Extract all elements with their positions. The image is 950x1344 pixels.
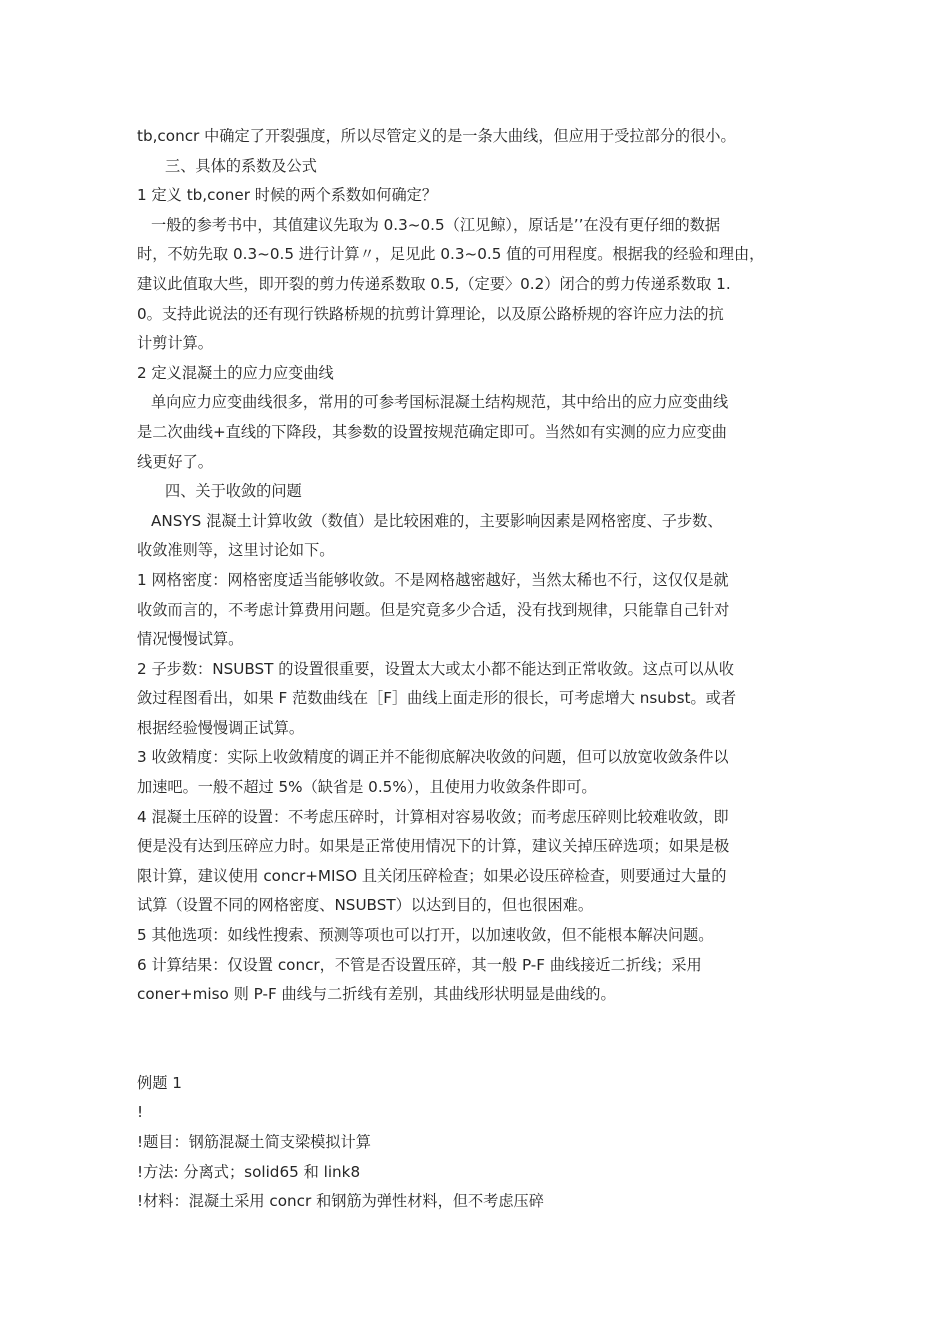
section-heading: 三、具体的系数及公式	[165, 156, 317, 175]
text-line: 4 混凝土压碎的设置：不考虑压碎时，计算相对容易收敛；而考虑压碎则比较难收敛，即	[137, 807, 729, 826]
code-comment: !题目：钢筋混凝土简支梁模拟计算	[137, 1133, 371, 1151]
text-line: 时，不妨先取 0.3~0.5 进行计算〃，足见此 0.3~0.5 值的可用程度。根据我的经验和理由，	[137, 245, 765, 264]
text-line: 1 网格密度：网格密度适当能够收敛。不是网格越密越好，当然太稀也不行，这仅仅是就	[137, 570, 729, 589]
text-line: 限计算，建议使用 concr+MISO 且关闭压碎检查；如果必设压碎检查，则要通过大量的	[137, 866, 727, 885]
text-line: 5 其他选项：如线性搜索、预测等项也可以打开，以加速收敛，但不能根本解决问题。	[137, 926, 714, 945]
text-line: 收敛而言的，不考虑计算费用问题。但是究竟多少合适，没有找到规律，只能靠自己针对	[137, 600, 730, 619]
text-line: 便是没有达到压碎应力时。如果是正常使用情况下的计算，建议关掉压碎选项；如果是极	[137, 837, 730, 856]
code-comment: !材料：混凝土采用 concr 和钢筋为弹性材料，但不考虑压碎	[137, 1192, 544, 1211]
text-line: 0。支持此说法的还有现行铁路桥规的抗剪计算理论，以及原公路桥规的容许应力法的抗	[137, 304, 724, 323]
code-comment: !方法: 分离式；solid65 和 link8	[137, 1162, 361, 1181]
text-line: 计剪计算。	[137, 334, 213, 353]
document-page	[137, 122, 817, 1217]
text-line: 线更好了。	[137, 452, 213, 471]
text-line: 敛过程图看出，如果 F 范数曲线在［F］曲线上面走形的很长，可考虑增大 nsubst。或者	[137, 689, 737, 708]
text-line: 2 定义混凝土的应力应变曲线	[137, 363, 334, 382]
text-line: 2 子步数：NSUBST 的设置很重要，设置太大或太小都不能达到正常收敛。这点可以从收	[137, 659, 734, 678]
text-line: 6 计算结果：仅设置 concr，不管是否设置压碎，其一般 P-F 曲线接近二折线；采用	[137, 955, 702, 974]
text-line: 是二次曲线+直线的下降段，其参数的设置按规范确定即可。当然如有实测的应力应变曲	[137, 422, 727, 441]
section-heading: 四、关于收敛的问题	[165, 482, 302, 501]
text-line: 3 收敛精度：实际上收敛精度的调正并不能彻底解决收敛的问题，但可以放宽收敛条件以	[137, 748, 729, 767]
text-line: coner+miso 则 P-F 曲线与二折线有差别，其曲线形状明显是曲线的。	[137, 985, 616, 1004]
text-line: 根据经验慢慢调正试算。	[137, 718, 305, 737]
text-line: tb,concr 中确定了开裂强度，所以尽管定义的是一条大曲线，但应用于受拉部分的很小。	[137, 127, 736, 145]
spacer	[137, 1010, 817, 1069]
text-line: 1 定义 tb,coner 时候的两个系数如何确定？	[137, 186, 438, 205]
code-comment: !	[137, 1103, 144, 1122]
text-line: 收敛准则等，这里讨论如下。	[137, 541, 335, 560]
text-line: 建议此值取大些，即开裂的剪力传递系数取 0.5,（定要〉0.2）闭合的剪力传递系数取 1.	[137, 274, 731, 293]
example-title: 例题 1	[137, 1073, 182, 1092]
text-line: 加速吧。一般不超过 5%（缺省是 0.5%），且使用力收敛条件即可。	[137, 778, 597, 797]
text-line: 情况慢慢试算。	[137, 630, 244, 649]
text-line: 一般的参考书中，其值建议先取为 0.3~0.5（江见鲸），原话是’’在没有更仔细的数据	[151, 215, 721, 234]
text-line: 试算（设置不同的网格密度、NSUBST）以达到目的，但也很困难。	[137, 896, 594, 915]
text-line: ANSYS 混凝土计算收敛（数值）是比较困难的，主要影响因素是网格密度、子步数、	[151, 511, 723, 530]
text-line: 单向应力应变曲线很多，常用的可参考国标混凝土结构规范，其中给出的应力应变曲线	[151, 393, 729, 412]
